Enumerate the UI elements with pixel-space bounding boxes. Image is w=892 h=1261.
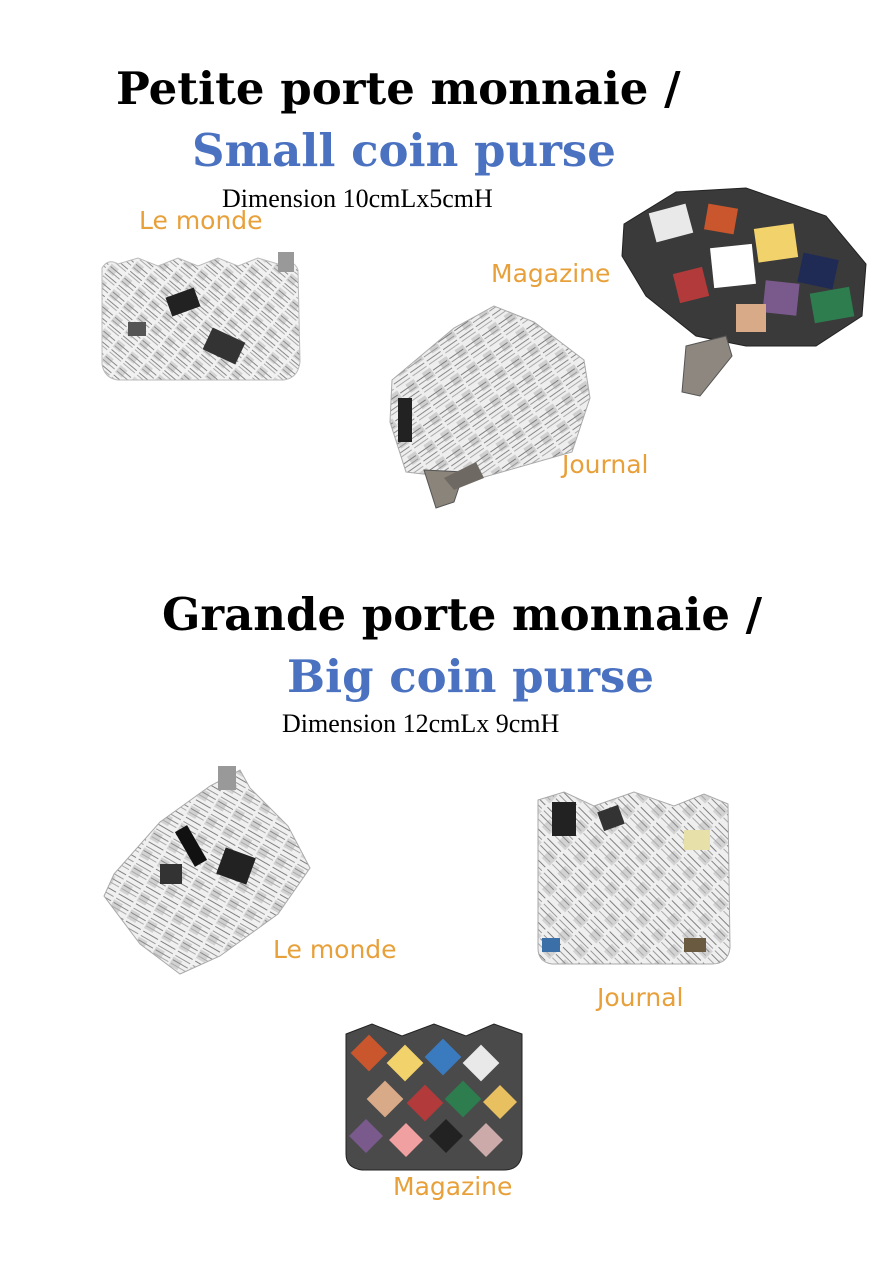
big-purse-journal-image [534, 788, 734, 970]
small-purse-magazine-image [616, 186, 874, 402]
big-purse-magazine-image [342, 1020, 526, 1174]
small-purse-journal-image [384, 302, 596, 512]
big-label-magazine: Magazine [393, 1172, 513, 1201]
small-dimension: Dimension 10cmLx5cmH [222, 184, 493, 213]
small-label-magazine: Magazine [491, 259, 611, 288]
small-title-en: Small coin purse [192, 124, 616, 177]
big-label-journal: Journal [597, 983, 684, 1012]
big-purse-le-monde-image [100, 764, 312, 976]
big-label-le-monde: Le monde [273, 935, 397, 964]
small-label-le-monde: Le monde [139, 206, 263, 235]
big-dimension: Dimension 12cmLx 9cmH [282, 709, 560, 738]
big-title-fr: Grande porte monnaie / [162, 588, 763, 641]
small-label-journal: Journal [562, 450, 649, 479]
small-purse-le-monde-image [98, 252, 304, 384]
big-title-en: Big coin purse [287, 650, 655, 703]
small-title-fr: Petite porte monnaie / [116, 62, 681, 115]
